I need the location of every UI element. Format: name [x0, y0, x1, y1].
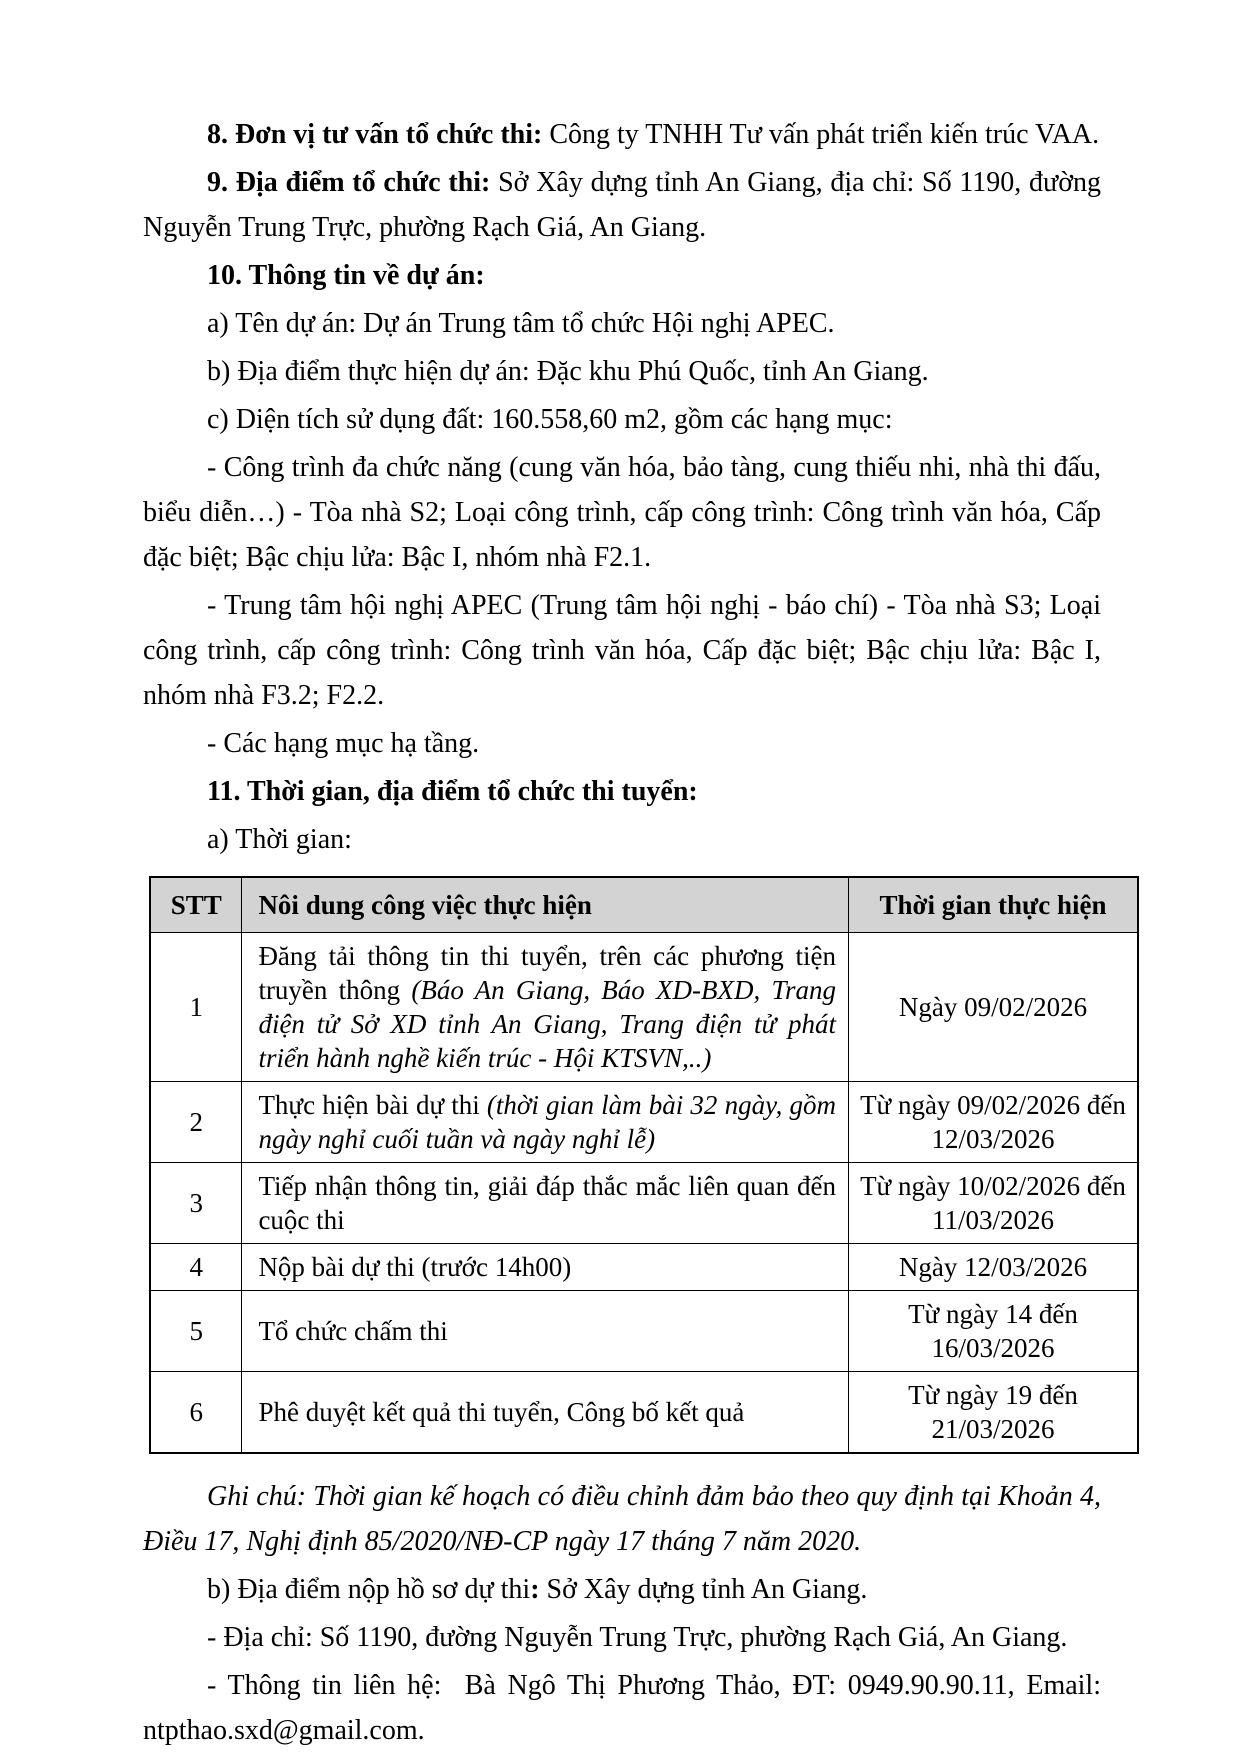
- section-9-label: 9. Địa điểm tổ chức thi:: [207, 167, 491, 198]
- row-6-content: [242, 1372, 849, 1454]
- row-3-content-text: Tiếp nhận thông tin, giải đáp thắc mắc liên quan đến cuộc thi: [258, 1171, 836, 1235]
- table-header-stt: STT: [150, 877, 242, 933]
- table-row: [150, 1082, 1138, 1163]
- row-1-content-italic: (Báo An Giang, Báo XD-BXD, Trang điện tử Sở XD tỉnh An Giang, Trang điện tử phát triển hành nghề kiến trúc - Hội KTSVN,..): [258, 975, 836, 1073]
- row-3-content: [242, 1163, 849, 1244]
- section-11b-label: b) Địa điểm nộp hồ sơ dự thi: [207, 1574, 531, 1605]
- paragraph-address: - Địa chỉ: Số 1190, đường Nguyễn Trung Trực, phường Rạch Giá, An Giang.: [207, 1622, 1068, 1653]
- table-header-content: Nôi dung công việc thực hiện: [242, 877, 849, 933]
- section-8-label: 8. Đơn vị tư vấn tổ chức thi:: [207, 119, 543, 150]
- row-1-content-text: Đăng tải thông tin thi tuyển, trên các phương tiện truyền thông: [258, 941, 836, 1005]
- table-header-row: [150, 877, 1138, 933]
- paragraph-10b-project-location: b) Địa điểm thực hiện dự án: Đặc khu Phú Quốc, tỉnh An Giang.: [207, 356, 929, 387]
- row-5-time: Từ ngày 14 đến 16/03/2026: [848, 1291, 1138, 1372]
- paragraph-contact-info: - Thông tin liên hệ: Bà Ngô Thị Phương Thảo, ĐT: 0949.90.90.11, Email: ntpthao.sxd@gmail.com.: [143, 1670, 1108, 1746]
- table-row: [150, 933, 1138, 1082]
- paragraph-10-item-multifunction-building: - Công trình đa chức năng (cung văn hóa, bảo tàng, cung thiếu nhi, nhà thi đấu, biểu diễn…) - Tòa nhà S2; Loại công trình, cấp công trình: Công trình văn hóa, Cấp đặc biệt; Bậc chịu lửa: Bậc I, nhóm nhà F2.1.: [143, 452, 1101, 573]
- row-2-stt: 2: [150, 1082, 242, 1163]
- section-11-label: 11. Thời gian, địa điểm tổ chức thi tuyển:: [207, 776, 698, 807]
- row-5-content-text: Tổ chức chấm thi: [258, 1316, 448, 1346]
- row-4-stt: 4: [150, 1244, 242, 1291]
- row-4-content: [242, 1244, 849, 1291]
- row-3-stt: 3: [150, 1163, 242, 1244]
- paragraph-section-10-heading: [143, 253, 1101, 298]
- row-4-time: Ngày 12/03/2026: [848, 1244, 1138, 1291]
- row-2-content-italic: (thời gian làm bài 32 ngày, gồm ngày nghỉ cuối tuần và ngày nghỉ lễ): [258, 1090, 836, 1154]
- paragraph-section-9: [143, 160, 1101, 250]
- table-header-time: Thời gian thực hiện: [848, 877, 1138, 933]
- row-1-content: [242, 933, 849, 1082]
- section-9-text: Sở Xây dựng tỉnh An Giang, địa chỉ: Số 1190, đường Nguyễn Trung Trực, phường Rạch Giá, An Giang.: [143, 167, 1101, 243]
- paragraph-10a-project-name: a) Tên dự án: Dự án Trung tâm tổ chức Hội nghị APEC.: [207, 308, 835, 339]
- paragraph-10-item-apec-center: - Trung tâm hội nghị APEC (Trung tâm hội nghị - báo chí) - Tòa nhà S3; Loại công trình, cấp công trình: Công trình văn hóa, Cấp đặc biệt; Bậc chịu lửa: Bậc I, nhóm nhà F3.2; F2.2.: [143, 590, 1101, 711]
- row-1-stt: 1: [150, 933, 242, 1082]
- paragraph-section-11-heading: [143, 769, 1101, 814]
- table-row: [150, 1291, 1138, 1372]
- paragraph-ghi-chu-note: Ghi chú: Thời gian kế hoạch có điều chỉnh đảm bảo theo quy định tại Khoản 4, Điều 17, Nghị định 85/2020/NĐ-CP ngày 17 tháng 7 năm 2020.: [143, 1481, 1101, 1557]
- paragraph-10c-land-area: c) Diện tích sử dụng đất: 160.558,60 m2, gồm các hạng mục:: [207, 404, 893, 435]
- section-11b-colon: :: [530, 1574, 540, 1605]
- row-5-content: [242, 1291, 849, 1372]
- section-11b-text: Sở Xây dựng tỉnh An Giang.: [539, 1574, 868, 1605]
- paragraph-section-8: [143, 112, 1101, 157]
- paragraph-10-item-infrastructure: - Các hạng mục hạ tầng.: [207, 728, 480, 759]
- paragraph-11b-submission-location: [143, 1567, 1101, 1612]
- row-2-time: Từ ngày 09/02/2026 đến 12/03/2026: [848, 1082, 1138, 1163]
- table-row: [150, 1163, 1138, 1244]
- table-row: [150, 1244, 1138, 1291]
- table-row: [150, 1372, 1138, 1454]
- paragraph-11a-time: a) Thời gian:: [207, 824, 352, 855]
- section-10-label: 10. Thông tin về dự án:: [207, 260, 485, 291]
- row-6-stt: 6: [150, 1372, 242, 1454]
- row-6-content-text: Phê duyệt kết quả thi tuyển, Công bố kết quả: [258, 1397, 745, 1427]
- row-5-stt: 5: [150, 1291, 242, 1372]
- row-2-content-text: Thực hiện bài dự thi: [258, 1090, 487, 1120]
- row-3-time: Từ ngày 10/02/2026 đến 11/03/2026: [848, 1163, 1138, 1244]
- row-1-time: Ngày 09/02/2026: [848, 933, 1138, 1082]
- row-2-content: [242, 1082, 849, 1163]
- row-4-content-text: Nộp bài dự thi (trước 14h00): [258, 1252, 572, 1282]
- row-6-time: Từ ngày 19 đến 21/03/2026: [848, 1372, 1138, 1454]
- section-8-text: Công ty TNHH Tư vấn phát triển kiến trúc VAA.: [542, 119, 1100, 150]
- schedule-table: [149, 876, 1139, 1454]
